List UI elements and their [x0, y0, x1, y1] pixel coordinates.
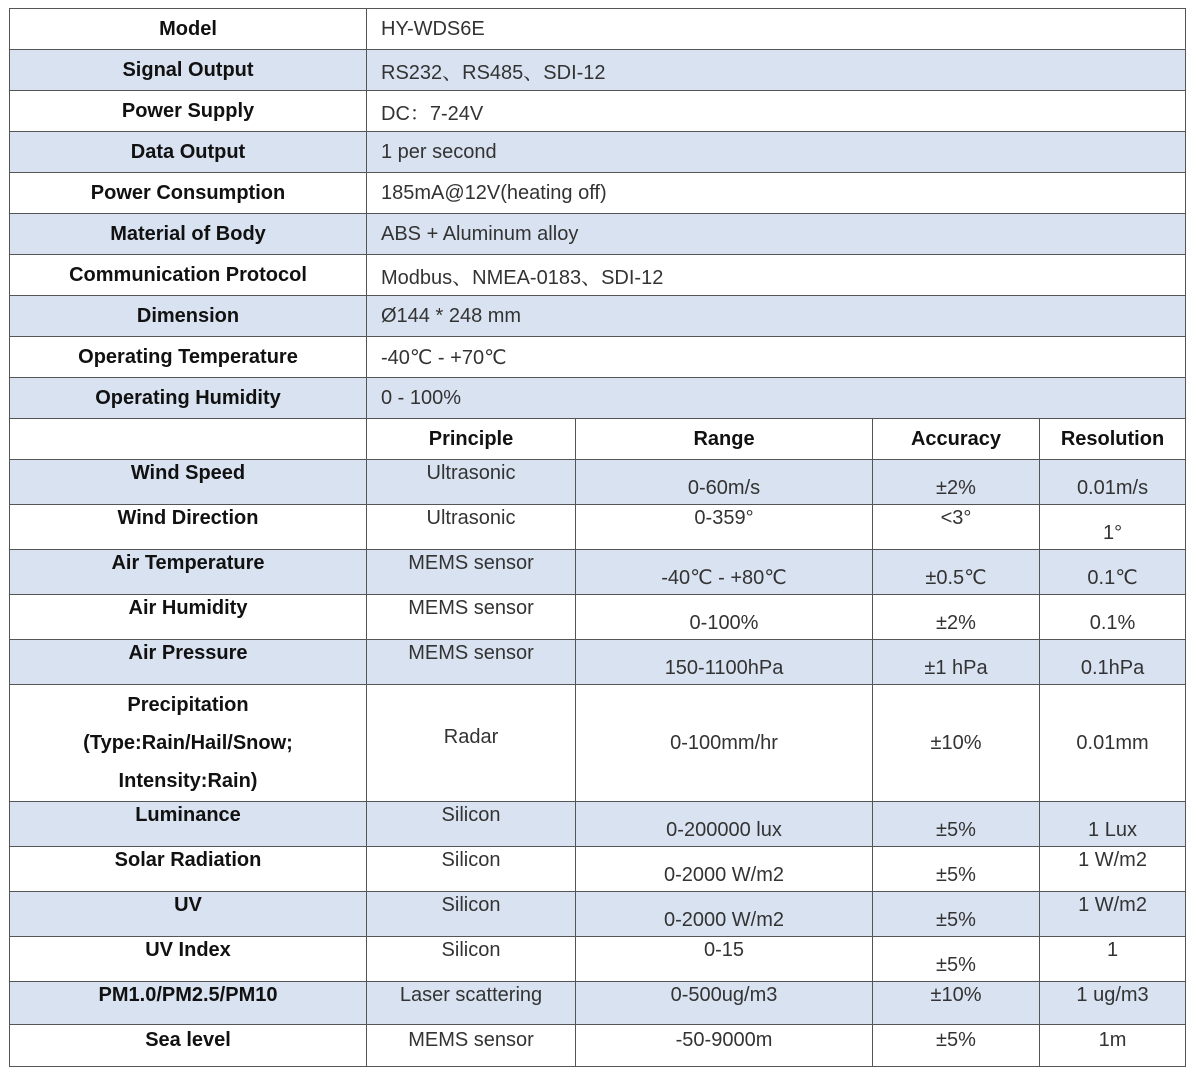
spec-label: Signal Output	[10, 50, 367, 91]
measurement-resolution: 1m	[1040, 1025, 1186, 1067]
measurement-range: 0-100%	[576, 595, 873, 640]
spec-row-power-consumption	[10, 173, 1186, 214]
measurement-principle: MEMS sensor	[367, 550, 576, 595]
measurement-range: 150-1100hPa	[576, 640, 873, 685]
spec-row-operating-temperature	[10, 337, 1186, 378]
measurement-accuracy: <3°	[873, 505, 1040, 550]
measurement-range: 0-359°	[576, 505, 873, 550]
measurement-range: 0-2000 W/m2	[576, 892, 873, 937]
measurement-accuracy: ±2%	[873, 595, 1040, 640]
measurement-accuracy: ±5%	[873, 847, 1040, 892]
measurement-range: 0-200000 lux	[576, 802, 873, 847]
measurement-row-wind-speed	[10, 460, 1186, 505]
spec-table	[9, 8, 1186, 1067]
measurement-parameter: Air Humidity	[10, 595, 367, 640]
measurement-resolution: 0.1%	[1040, 595, 1186, 640]
measurement-header-row	[10, 419, 1186, 460]
measurement-parameter: Wind Speed	[10, 460, 367, 505]
spec-sheet	[9, 8, 1185, 1067]
measurement-row-uv-index	[10, 937, 1186, 982]
spec-value: ABS + Aluminum alloy	[367, 214, 1186, 255]
spec-label: Operating Humidity	[10, 378, 367, 419]
measurement-principle: Silicon	[367, 892, 576, 937]
measurement-row-luminance	[10, 802, 1186, 847]
measurement-range: 0-100mm/hr	[576, 685, 873, 802]
spec-label: Dimension	[10, 296, 367, 337]
measurement-resolution: 0.01m/s	[1040, 460, 1186, 505]
measurement-principle: MEMS sensor	[367, 1025, 576, 1067]
measurement-accuracy: ±2%	[873, 460, 1040, 505]
spec-value: 185mA@12V(heating off)	[367, 173, 1186, 214]
measurement-row-sea-level	[10, 1025, 1186, 1067]
measurement-parameter: PM1.0/PM2.5/PM10	[10, 982, 367, 1025]
measurement-resolution: 0.1℃	[1040, 550, 1186, 595]
measurement-row-solar-radiation	[10, 847, 1186, 892]
measurement-parameter	[10, 685, 367, 802]
spec-value: Ø144 * 248 mm	[367, 296, 1186, 337]
spec-row-dimension	[10, 296, 1186, 337]
measurement-principle: Ultrasonic	[367, 505, 576, 550]
measurement-row-wind-direction	[10, 505, 1186, 550]
spec-label: Material of Body	[10, 214, 367, 255]
measurement-parameter: Air Temperature	[10, 550, 367, 595]
measurement-accuracy: ±1 hPa	[873, 640, 1040, 685]
measurement-resolution: 1 W/m2	[1040, 892, 1186, 937]
measurement-parameter: Air Pressure	[10, 640, 367, 685]
spec-value: 1 per second	[367, 132, 1186, 173]
measurement-resolution: 0.1hPa	[1040, 640, 1186, 685]
measurement-accuracy: ±0.5℃	[873, 550, 1040, 595]
measurement-range: 0-15	[576, 937, 873, 982]
header-accuracy: Accuracy	[873, 419, 1040, 460]
measurement-parameter: UV Index	[10, 937, 367, 982]
measurement-principle: Laser scattering	[367, 982, 576, 1025]
measurement-principle: Radar	[367, 685, 576, 802]
measurement-principle: Ultrasonic	[367, 460, 576, 505]
measurement-accuracy: ±5%	[873, 892, 1040, 937]
measurement-parameter: UV	[10, 892, 367, 937]
measurement-resolution: 1 Lux	[1040, 802, 1186, 847]
measurement-row-uv	[10, 892, 1186, 937]
measurement-principle: MEMS sensor	[367, 595, 576, 640]
spec-row-protocol	[10, 255, 1186, 296]
measurement-row-precipitation	[10, 685, 1186, 802]
measurement-resolution: 0.01mm	[1040, 685, 1186, 802]
measurement-principle: Silicon	[367, 847, 576, 892]
measurement-principle: MEMS sensor	[367, 640, 576, 685]
measurement-principle: Silicon	[367, 937, 576, 982]
measurement-range: 0-500ug/m3	[576, 982, 873, 1025]
parameter-line: Intensity:Rain)	[118, 770, 258, 792]
header-principle: Principle	[367, 419, 576, 460]
measurement-range: 0-2000 W/m2	[576, 847, 873, 892]
spec-label: Power Supply	[10, 91, 367, 132]
measurement-resolution: 1°	[1040, 505, 1186, 550]
spec-value: HY-WDS6E	[367, 9, 1186, 50]
spec-row-model	[10, 9, 1186, 50]
measurement-resolution: 1	[1040, 937, 1186, 982]
measurement-accuracy: ±5%	[873, 1025, 1040, 1067]
measurement-range: -50-9000m	[576, 1025, 873, 1067]
spec-label: Power Consumption	[10, 173, 367, 214]
measurement-range: -40℃ - +80℃	[576, 550, 873, 595]
measurement-row-air-humidity	[10, 595, 1186, 640]
spec-row-power-supply	[10, 91, 1186, 132]
spec-value: DC：7-24V	[367, 91, 1186, 132]
spec-row-signal-output	[10, 50, 1186, 91]
spec-row-material	[10, 214, 1186, 255]
measurement-parameter: Wind Direction	[10, 505, 367, 550]
measurement-resolution: 1 ug/m3	[1040, 982, 1186, 1025]
measurement-parameter: Solar Radiation	[10, 847, 367, 892]
spec-label: Data Output	[10, 132, 367, 173]
measurement-resolution: 1 W/m2	[1040, 847, 1186, 892]
measurement-row-air-pressure	[10, 640, 1186, 685]
measurement-parameter: Luminance	[10, 802, 367, 847]
spec-label: Communication Protocol	[10, 255, 367, 296]
spec-row-operating-humidity	[10, 378, 1186, 419]
measurement-accuracy: ±10%	[873, 982, 1040, 1025]
spec-value: Modbus、NMEA-0183、SDI-12	[367, 255, 1186, 296]
measurement-row-air-temperature	[10, 550, 1186, 595]
measurement-principle: Silicon	[367, 802, 576, 847]
measurement-range: 0-60m/s	[576, 460, 873, 505]
parameter-line: (Type:Rain/Hail/Snow;	[83, 732, 293, 754]
parameter-line: Precipitation	[127, 694, 249, 716]
measurement-accuracy: ±10%	[873, 685, 1040, 802]
measurement-parameter: Sea level	[10, 1025, 367, 1067]
measurement-row-pm	[10, 982, 1186, 1025]
spec-label: Model	[10, 9, 367, 50]
spec-value: 0 - 100%	[367, 378, 1186, 419]
spec-value: RS232、RS485、SDI-12	[367, 50, 1186, 91]
spec-value: -40℃ - +70℃	[367, 337, 1186, 378]
header-blank-cell	[10, 419, 367, 460]
header-resolution: Resolution	[1040, 419, 1186, 460]
measurement-accuracy: ±5%	[873, 937, 1040, 982]
spec-row-data-output	[10, 132, 1186, 173]
spec-label: Operating Temperature	[10, 337, 367, 378]
measurement-accuracy: ±5%	[873, 802, 1040, 847]
header-range: Range	[576, 419, 873, 460]
